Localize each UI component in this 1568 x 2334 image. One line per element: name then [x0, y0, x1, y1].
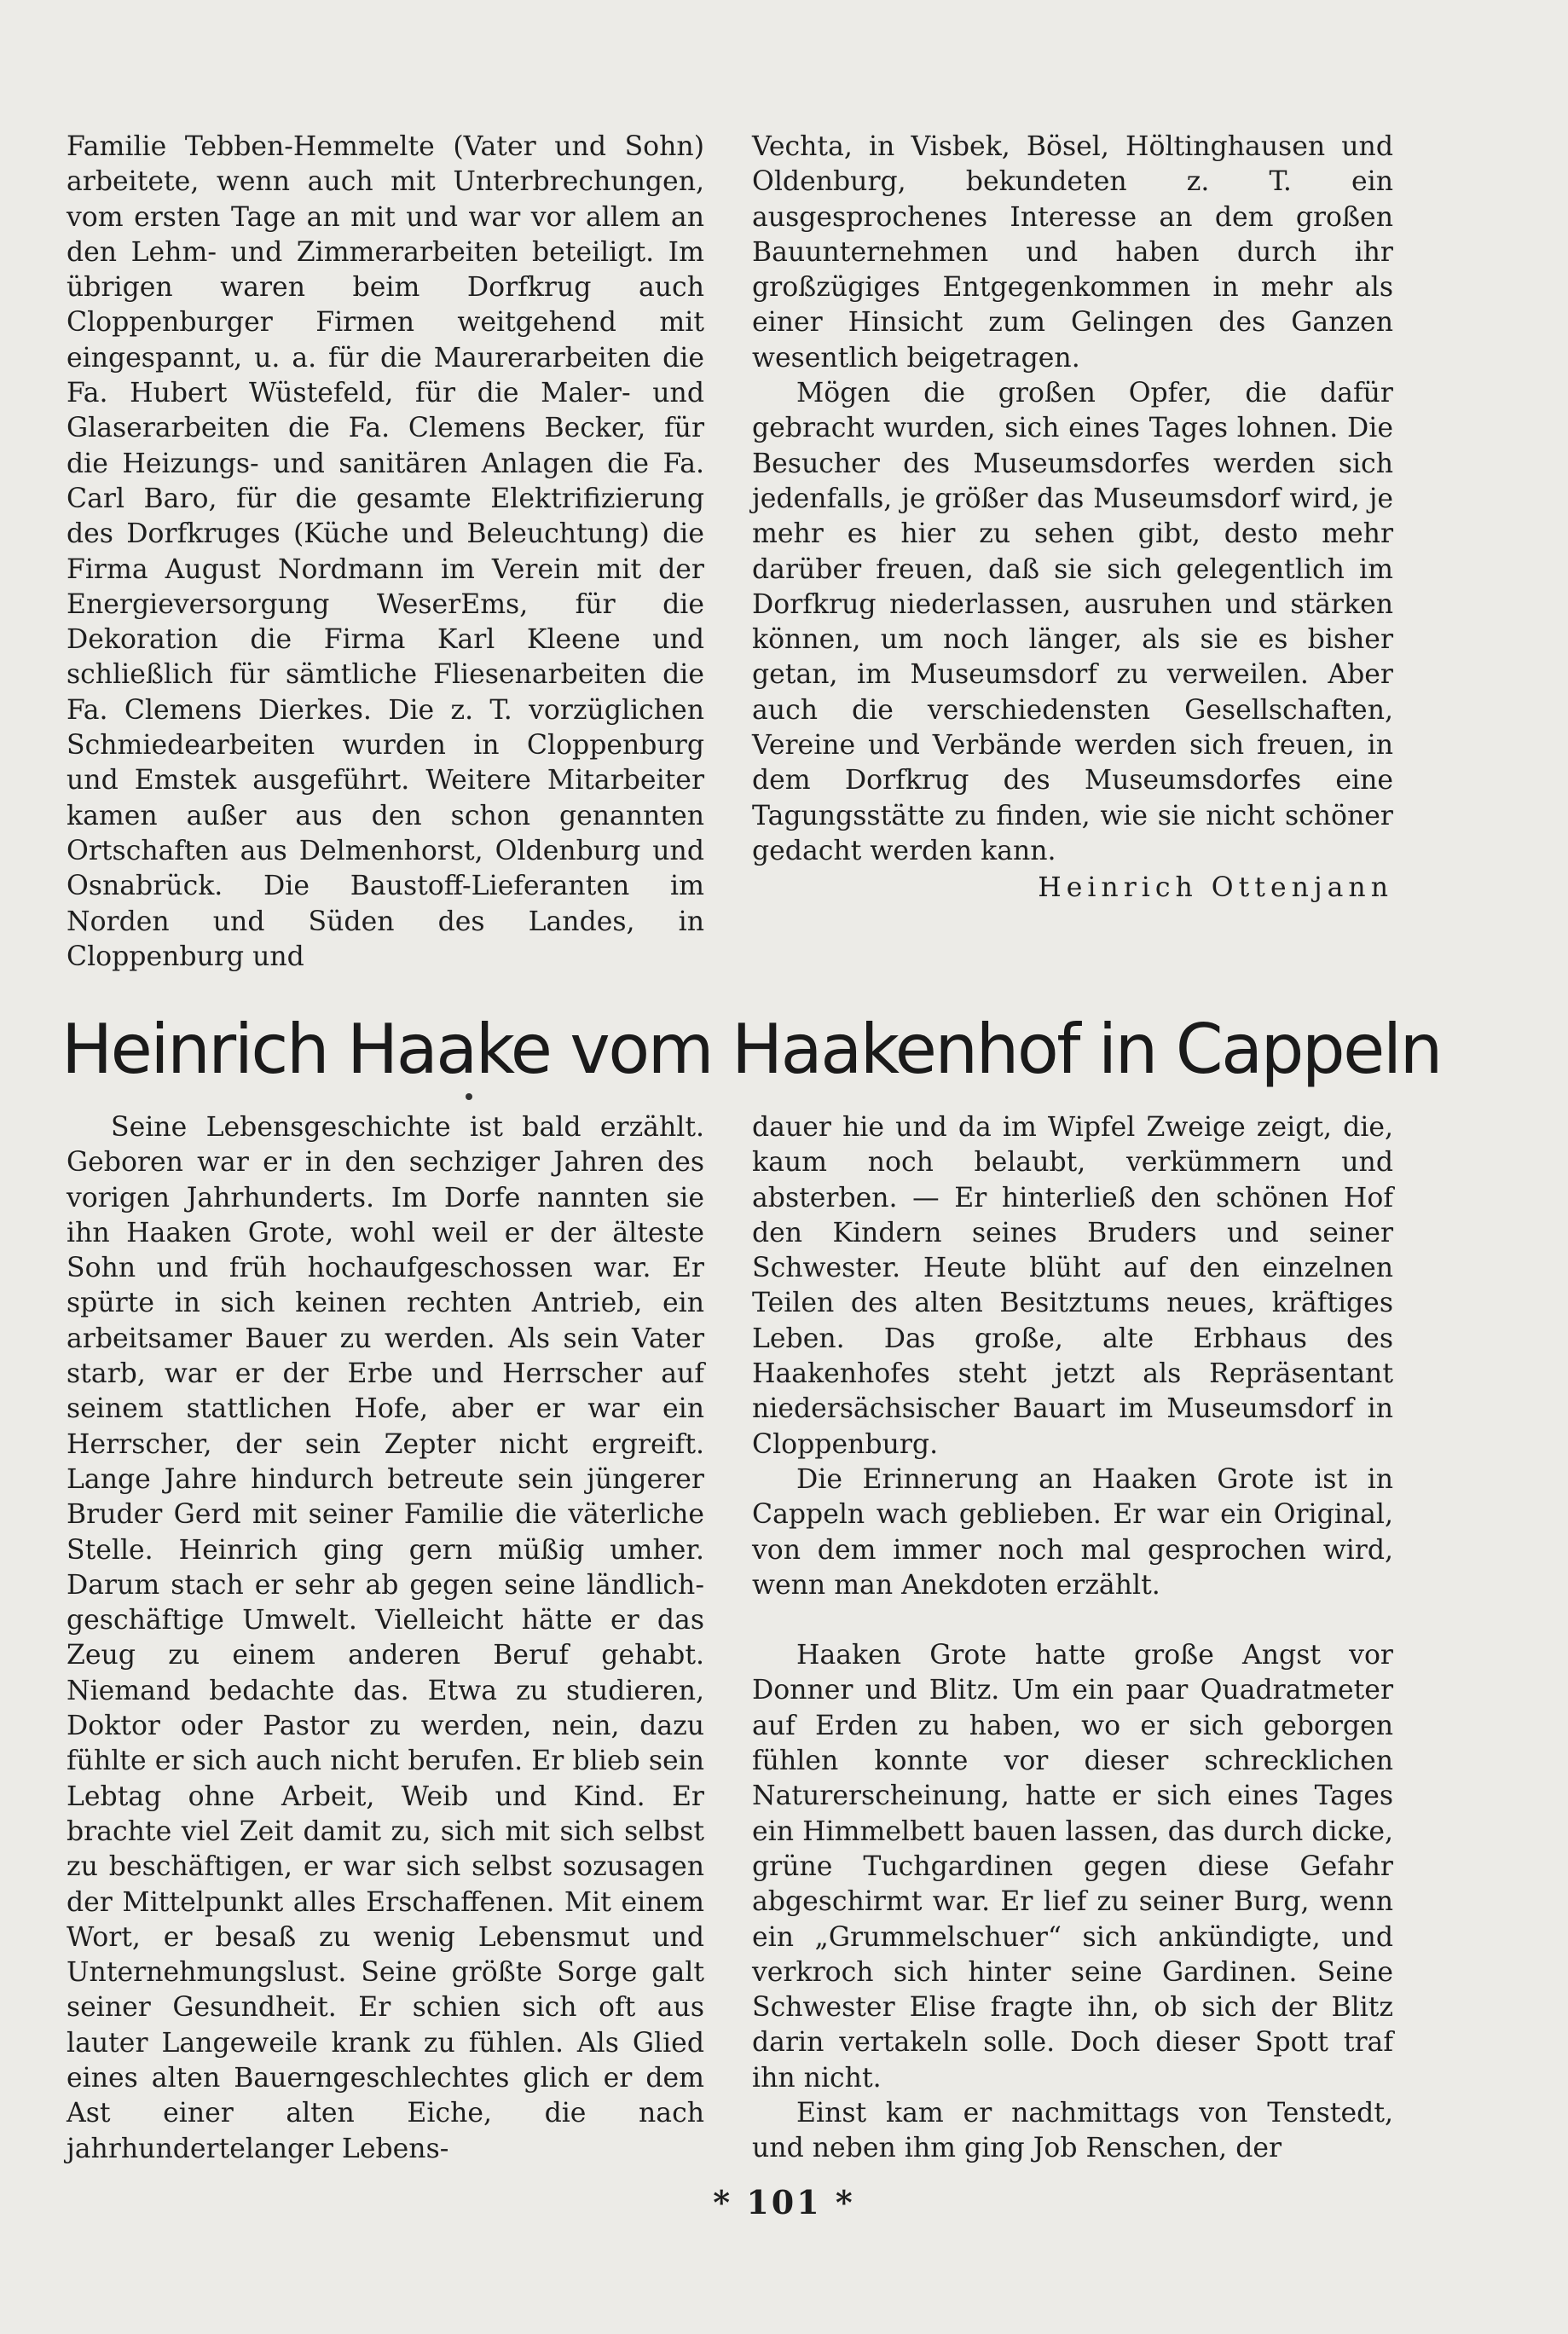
author-signature: Heinrich Ottenjann — [1038, 872, 1393, 904]
column-top-right — [752, 130, 1393, 906]
column-bottom-left — [67, 1110, 704, 2167]
column-top-left — [67, 130, 704, 975]
title-ornament-dot — [466, 1093, 472, 1100]
page-number: * 101 * — [713, 2183, 855, 2221]
paragraph: Familie Tebben-Hemmelte (Vater und Sohn) arbeitete, wenn auch mit Unterbrechungen, vom ersten Tage an mit und war vor allem an den Lehm- und Zimmerarbeiten beteiligt. Im übrigen waren beim Dorfkrug auch Cloppenburger Firmen weitgehend mit eingespannt, u. a. für die Maurerarbeiten die Fa. Hubert Wüstefeld, für die Maler- und Glaserarbeiten die Fa. Clemens Becker, für die Heizungs- und sanitären Anlagen die Fa. Carl Baro, für die gesamte Elektrifizierung des Dorfkruges (Küche und Beleuchtung) die Firma August Nordmann im Verein mit der Energieversorgung WeserEms, für die Dekoration die Firma Karl Kleene und schließlich für sämtliche Fliesenarbeiten die Fa. Clemens Dierkes. Die z. T. vorzüglichen Schmiedearbeiten wurden in Cloppenburg und Emstek ausgeführt. Weitere Mitarbeiter kamen außer aus den schon genannten Ortschaften aus Delmenhorst, Oldenburg und Osnabrück. Die Baustoff-Lieferanten im Norden und Süden des Landes, in Cloppenburg und — [67, 131, 704, 972]
paragraph: Seine Lebensgeschichte ist bald erzählt. Geboren war er in den sechziger Jahren des vorigen Jahrhunderts. Im Dorfe nannten sie ihn Haaken Grote, wohl weil er der älteste Sohn und früh hochaufgeschossen war. Er spürte in sich keinen rechten Antrieb, ein arbeitsamer Bauer zu werden. Als sein Vater starb, war er der Erbe und Herrscher auf seinem stattlichen Hofe, aber er war ein Herrscher, der sein Zepter nicht ergreift. Lange Jahre hindurch betreute sein jüngerer Bruder Gerd mit seiner Familie die väterliche Stelle. Heinrich ging gern müßig umher. Darum stach er sehr ab gegen seine ländlich-geschäftige Umwelt. Vielleicht hätte er das Zeug zu einem anderen Beruf gehabt. Niemand bedachte das. Etwa zu studieren, Doktor oder Pastor zu werden, nein, dazu fühlte er sich auch nicht berufen. Er blieb sein Lebtag ohne Arbeit, Weib und Kind. Er brachte viel Zeit damit zu, sich mit sich selbst zu beschäftigen, er war sich selbst sozusagen der Mittelpunkt alles Erschaffenen. Mit einem Wort, er besaß zu wenig Lebensmut und Unternehmungslust. Seine größte Sorge galt seiner Gesundheit. Er schien sich oft aus lauter Langeweile krank zu fühlen. Als Glied eines alten Bauerngeschlechtes glich er dem Ast einer alten Eiche, die nach jahrhundertelanger Lebens- — [67, 1112, 704, 2164]
paragraph: Vechta, in Visbek, Bösel, Höltinghausen und Oldenburg, bekundeten z. T. ein ausgesprochenes Interesse an dem großen Bauunternehmen und haben durch ihr großzügiges Entgegenkommen in mehr als einer Hinsicht zum Gelingen des Ganzen wesentlich beigetragen. — [752, 131, 1393, 374]
paragraph: Haaken Grote hatte große Angst vor Donner und Blitz. Um ein paar Quadratmeter auf Erden zu haben, wo er sich geborgen fühlen konnte vor dieser schrecklichen Naturerscheinung, hatte er sich eines Tages ein Himmelbett bauen lassen, das durch dicke, grüne Tuchgardinen gegen diese Gefahr abgeschirmt war. Er lief zu seiner Burg, wenn ein „Grummelschuer“ sich ankündigte, und verkroch sich hinter seine Gardinen. Seine Schwester Elise fragte ihn, ob sich der Blitz darin vertakeln solle. Doch dieser Spott traf ihn nicht. — [752, 1640, 1393, 2094]
paragraph: Die Erinnerung an Haaken Grote ist in Cappeln wach geblieben. Er war ein Original, von dem immer noch mal gesprochen wird, wenn man Anekdoten erzählt. — [752, 1463, 1393, 1601]
paragraph: Einst kam er nachmittags von Tenstedt, und neben ihm ging Job Renschen, der — [752, 2098, 1393, 2164]
column-bottom-right — [752, 1110, 1393, 2167]
paragraph: dauer hie und da im Wipfel Zweige zeigt, die, kaum noch belaubt, verkümmern und absterben. — Er hinterließ den schönen Hof den Kindern seines Bruders und seiner Schwester. Heute blüht auf den einzelnen Teilen des alten Besitztums neues, kräftiges Leben. Das große, alte Erbhaus des Haakenhofes steht jetzt als Repräsentant niedersächsischer Bauart im Museumsdorf in Cloppenburg. — [752, 1112, 1393, 1460]
paragraph: Mögen die großen Opfer, die dafür gebracht wurden, sich eines Tages lohnen. Die Besucher des Museumsdorfes werden sich jedenfalls, je größer das Museumsdorf wird, je mehr es hier zu sehen gibt, desto mehr darüber freuen, daß sie sich gelegentlich im Dorfkrug niederlassen, ausruhen und stärken können, um noch länger, als sie es bisher getan, im Museumsdorf zu verweilen. Aber auch die verschiedensten Gesellschaften, Vereine und Verbände werden sich freuen, in dem Dorfkrug des Museumsdorfes eine Tagungsstätte zu finden, wie sie nicht schöner gedacht werden kann. — [752, 378, 1393, 866]
article-title: Heinrich Haake vom Haakenhof in Cappeln — [61, 1010, 1441, 1089]
